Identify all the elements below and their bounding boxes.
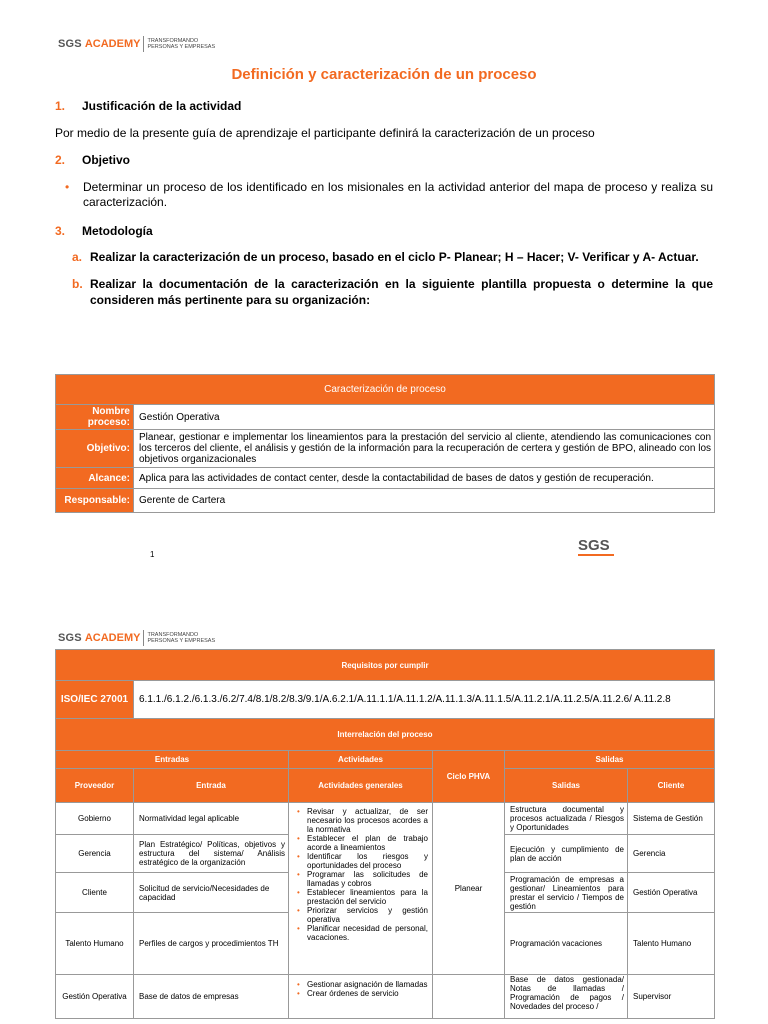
list-item: • Revisar y actualizar, de ser necesario los procesos acordes a la normativa bbox=[297, 807, 428, 834]
entrada-cell: Perfiles de cargos y procedimientos TH bbox=[134, 913, 289, 975]
list-item: • Planificar necesidad de personal, vacaciones. bbox=[297, 924, 428, 942]
entrada-cell: Normatividad legal aplicable bbox=[134, 803, 289, 835]
activities-list-hacer bbox=[289, 980, 432, 998]
methodology-item-b bbox=[72, 276, 713, 308]
table-row bbox=[56, 975, 715, 1019]
col-entrada: Entrada bbox=[134, 769, 289, 803]
entrada-cell: Base de datos de empresas bbox=[134, 975, 289, 1019]
logo-academy-text: ACADEMY bbox=[84, 632, 141, 644]
list-item: • Establecer el plan de trabajo acorde a lineamientos bbox=[297, 834, 428, 852]
entrada-cell: Solicitud de servicio/Necesidades de capacidad bbox=[134, 873, 289, 913]
proveedor-cell: Talento Humano bbox=[56, 913, 134, 975]
col-proveedor: Proveedor bbox=[56, 769, 134, 803]
list-item: • Identificar los riesgos y oportunidades del proceso bbox=[297, 852, 428, 870]
section-1-heading bbox=[55, 99, 241, 113]
col-salidas: Salidas bbox=[505, 769, 628, 803]
section-3-number: 3. bbox=[55, 224, 66, 238]
logo-sgs-text: SGS bbox=[58, 38, 82, 50]
section-2-number: 2. bbox=[55, 153, 66, 167]
proveedor-cell: Gerencia bbox=[56, 835, 134, 873]
col-cliente: Cliente bbox=[628, 769, 715, 803]
section-3-title: Metodología bbox=[82, 224, 153, 238]
section-3-heading bbox=[55, 224, 153, 238]
item-b-letter: b. bbox=[72, 277, 83, 291]
logo-academy-text: ACADEMY bbox=[84, 38, 141, 50]
value-scope: Aplica para las actividades de contact center, desde la contactabilidad de bases de datos y gestión de recuperación. bbox=[134, 468, 715, 489]
label-objective: Objetivo: bbox=[56, 430, 134, 468]
logo-sgs-text: SGS bbox=[58, 632, 82, 644]
item-b-text: Realizar la documentación de la caracterización en la siguiente plantilla propuesta o determine la que consideren más pertinente para su organización: bbox=[90, 277, 713, 307]
actividades-header: Actividades bbox=[289, 751, 433, 769]
item-a-text: Realizar la caracterización de un proceso, basado en el ciclo P- Planear; H – Hacer; V- Verificar y A- Actuar. bbox=[90, 250, 699, 264]
cliente-cell: Sistema de Gestión bbox=[628, 803, 715, 835]
page-title: Definición y caracterización de un proceso bbox=[231, 66, 537, 83]
proveedor-cell: Cliente bbox=[56, 873, 134, 913]
cliente-cell: Talento Humano bbox=[628, 913, 715, 975]
item-a-letter: a. bbox=[72, 250, 83, 264]
salida-cell: Programación de empresas a gestionar/ Lineamientos para prestar el servicio / Tiempos de gestión bbox=[505, 873, 628, 913]
logo-tagline-2: PERSONAS Y EMPRESAS bbox=[147, 44, 216, 50]
sgs-academy-logo-page2 bbox=[58, 630, 215, 646]
value-process-name: Gestión Operativa bbox=[134, 405, 715, 430]
page-number: 1 bbox=[150, 550, 155, 559]
logo-tagline bbox=[147, 38, 215, 50]
section-1-title: Justificación de la actividad bbox=[82, 99, 242, 113]
cliente-cell: Supervisor bbox=[628, 975, 715, 1019]
logo-divider bbox=[143, 36, 144, 52]
value-responsible: Gerente de Cartera bbox=[134, 489, 715, 513]
iso-label: ISO/IEC 27001 bbox=[56, 681, 134, 719]
actividades-planear-cell bbox=[289, 803, 433, 975]
logo-tagline-1: TRANSFORMANDO bbox=[147, 632, 199, 638]
section-2-heading bbox=[55, 153, 130, 167]
salidas-header: Salidas bbox=[505, 751, 715, 769]
salida-cell: Programación vacaciones bbox=[505, 913, 628, 975]
cliente-cell: Gerencia bbox=[628, 835, 715, 873]
methodology-item-a bbox=[72, 249, 713, 265]
objective-text: Determinar un proceso de los identificado en los misionales en la actividad anterior del mapa de proceso y realiza su caracterización. bbox=[83, 180, 713, 209]
list-item: • Crear órdenes de servicio bbox=[297, 989, 428, 998]
cliente-cell: Gestión Operativa bbox=[628, 873, 715, 913]
logo-tagline bbox=[147, 632, 215, 644]
entrada-cell: Plan Estratégico/ Políticas, objetivos y estructura del sistema/ Análisis estratégico de la organización bbox=[134, 835, 289, 873]
logo-tagline-1: TRANSFORMANDO bbox=[147, 38, 199, 44]
ciclo-hacer-cell bbox=[433, 975, 505, 1019]
salida-cell: Base de datos gestionada/ Notas de llamadas / Programación de pagos / Novedades del proceso / bbox=[505, 975, 628, 1019]
section-1-number: 1. bbox=[55, 99, 66, 113]
list-item: • Gestionar asignación de llamadas bbox=[297, 980, 428, 989]
table-header: Caracterización de proceso bbox=[56, 375, 715, 405]
actividades-hacer-cell bbox=[289, 975, 433, 1019]
col-actividades-generales: Actividades generales bbox=[289, 769, 433, 803]
value-objective: Planear, gestionar e implementar los lineamientos para la prestación del servicio al cliente, atendiendo las comunicaciones con los terceros del cliente, el análisis y gestión de la información para la recuperación de certera y gestión de BPO, alineado con los objetivos organizacionales bbox=[134, 430, 715, 468]
ciclo-phva-header: Ciclo PHVA bbox=[433, 751, 505, 803]
list-item: • Establecer lineamientos para la prestación del servicio bbox=[297, 888, 428, 906]
list-item: • Programar las solicitudes de llamadas y cobros bbox=[297, 870, 428, 888]
iso-clauses: 6.1.1./6.1.2./6.1.3./6.2/7.4/8.1/8.2/8.3/9.1/A.6.2.1/A.11.1.1/A.11.1.2/A.11.1.3/A.11.1.5/A.11.2.1/A.11.2.5/A.11.2.6/ A.11.2.8 bbox=[134, 681, 715, 719]
sgs-footer-text: SGS bbox=[578, 537, 610, 554]
table-row bbox=[56, 803, 715, 835]
list-item: • Priorizar servicios y gestión operativa bbox=[297, 906, 428, 924]
label-scope: Alcance: bbox=[56, 468, 134, 489]
proveedor-cell: Gestión Operativa bbox=[56, 975, 134, 1019]
sgs-footer-underline bbox=[578, 554, 614, 556]
bullet-dot: • bbox=[65, 180, 70, 194]
section-2-title: Objetivo bbox=[82, 153, 131, 167]
logo-tagline-2: PERSONAS Y EMPRESAS bbox=[147, 638, 216, 644]
process-characterization-table bbox=[55, 374, 715, 513]
salida-cell: Estructura documental y procesos actualizada / Riesgos y Oportunidades bbox=[505, 803, 628, 835]
salida-cell: Ejecución y cumplimiento de plan de acción bbox=[505, 835, 628, 873]
requirements-header: Requisitos por cumplir bbox=[56, 650, 715, 681]
proveedor-cell: Gobierno bbox=[56, 803, 134, 835]
activities-list-planear bbox=[289, 807, 432, 942]
ciclo-planear-cell: Planear bbox=[433, 803, 505, 975]
objective-bullet bbox=[65, 180, 713, 210]
requirements-table bbox=[55, 649, 715, 1019]
interrelation-header: Interrelación del proceso bbox=[56, 719, 715, 751]
logo-divider bbox=[143, 630, 144, 646]
sgs-academy-logo bbox=[58, 36, 215, 52]
label-process-name: Nombre proceso: bbox=[56, 405, 134, 430]
label-responsible: Responsable: bbox=[56, 489, 134, 513]
entradas-header: Entradas bbox=[56, 751, 289, 769]
section-1-text: Por medio de la presente guía de aprendizaje el participante definirá la caracterización de un proceso bbox=[55, 126, 595, 140]
sgs-footer-logo bbox=[578, 537, 610, 554]
